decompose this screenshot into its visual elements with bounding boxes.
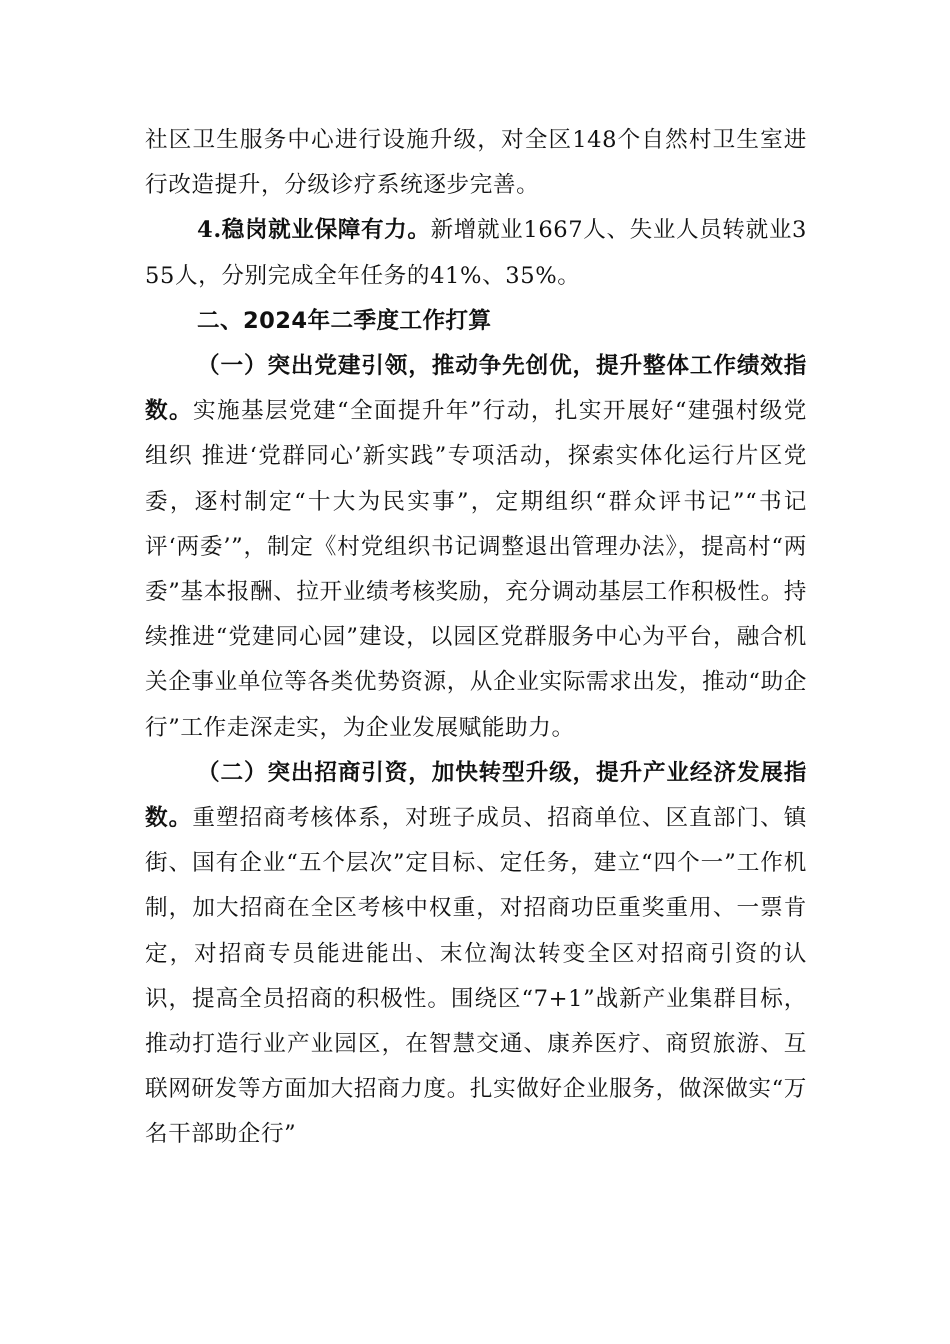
paragraph-party-building	[145, 344, 807, 751]
paragraph-lead-heading: （一）突出党建引领，推动争先创优，提升整体工作绩效指数。	[145, 353, 807, 425]
paragraph-lead-heading: （二）突出招商引资，加快转型升级，提升产业经济发展指数。	[145, 759, 807, 832]
paragraph-healthcare-upgrade	[145, 118, 807, 208]
paragraph-investment	[145, 751, 807, 1158]
paragraph-employment	[145, 208, 807, 298]
paragraph-text: 实施基层党建“全面提升年”行动，扎实开展好“建强村级党组织 推进‘党群同心’新实践”专项活动，探索实体化运行片区党委，逐村制定“十大为民实事”，定期组织“群众评书记”“书记评‘两委’”，制定《村党组织书记调整退出管理办法》，提高村“两委”基本报酬、拉开业绩考核奖励，充分调动基层工作积极性。持续推进“党建同心园”建设，以园区党群服务中心为平台，融合机关企事业单位等各类优势资源，从企业实际需求出发，推动“助企行”工作走深走实，为企业发展赋能助力。	[145, 398, 807, 741]
paragraph-text: 重塑招商考核体系，对班子成员、招商单位、区直部门、镇街、国有企业“五个层次”定目标、定任务，建立“四个一”工作机制，加大招商在全区考核中权重，对招商功臣重奖重用、一票肯定，对招商专员能进能出、末位淘汰转变全区对招商引资的认识，提高全员招商的积极性。围绕区“7+1”战新产业集群目标，推动打造行业产业园区，在智慧交通、康养医疗、商贸旅游、互联网研发等方面加大招商力度。扎实做好企业服务，做深做实“万名干部助企行”	[145, 805, 807, 1148]
paragraph-text: 社区卫生服务中心进行设施升级，对全区148个自然村卫生室进行改造提升，分级诊疗系统逐步完善。	[145, 127, 807, 199]
section-heading: 二、2024年二季度工作打算	[197, 307, 492, 334]
paragraph-text: 新增就业1667人、失业人员转就业355人，分别完成全年任务的41%、35%。	[145, 217, 807, 289]
document-body	[145, 118, 807, 1158]
paragraph-lead-heading: 4.稳岗就业保障有力。	[197, 217, 431, 244]
